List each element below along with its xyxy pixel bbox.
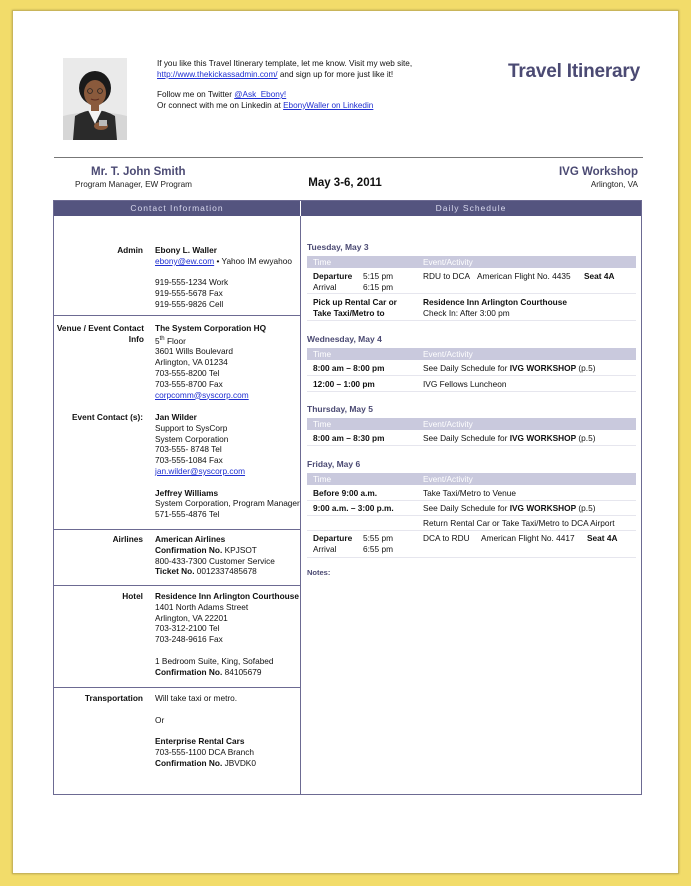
schedule-area (53, 200, 642, 795)
traveler-name: Mr. T. John Smith (91, 166, 186, 178)
day-title-thursday: Thursday, May 5 (307, 404, 373, 414)
intro-line1: If you like this Travel Itinerary template, let me know. Visit my web site, (157, 59, 413, 68)
tue-route: RDU to DCA (423, 271, 471, 281)
contact1-role: Support to SysCorp (155, 422, 228, 433)
fri-dep-time: 5:55 pm (363, 533, 393, 543)
admin-email[interactable]: ebony@ew.com (155, 255, 215, 266)
hotel-conf-label: Confirmation No. (155, 666, 223, 677)
tue-pickup-2: Take Taxi/Metro to (313, 307, 385, 318)
admin-name: Ebony L. Waller (155, 245, 217, 255)
schedule-row (307, 270, 636, 294)
fri-r2-post: (p.5) (576, 503, 596, 513)
fri-arr-label: Arrival (313, 543, 337, 554)
venue-email[interactable]: corpcomm@syscorp.com (155, 389, 249, 400)
airlines-label: Airlines (112, 534, 143, 544)
airline-phone: 800-433-7300 Customer Service (155, 555, 275, 566)
venue-label-line1: Venue / Event Contact (56, 323, 144, 333)
contact1-email[interactable]: jan.wilder@syscorp.com (155, 465, 246, 476)
intro-line2: and sign up for more just like it! (277, 69, 394, 79)
notes-label: Notes: (307, 568, 331, 577)
contact1-name: Jan Wilder (155, 412, 197, 422)
airline-name: American Airlines (155, 534, 226, 544)
hotel-street: 1401 North Adams Street (155, 601, 249, 612)
thu-r1-bold: IVG WORKSHOP (509, 433, 577, 443)
tue-dep-time: 5:15 pm (363, 271, 393, 281)
venue-floor-sup: th (159, 335, 165, 342)
event-name: IVG Workshop (558, 166, 638, 178)
col-time: Time (313, 419, 332, 429)
hotel-label: Hotel (122, 591, 143, 601)
fri-r3-activity: Return Rental Car or Take Taxi/Metro to DCA Airport (423, 518, 615, 528)
schedule-head-friday (307, 473, 636, 485)
col-event: Event/Activity (423, 419, 473, 429)
schedule-head-tuesday (307, 256, 636, 268)
fri-route: DCA to RDU (423, 533, 470, 543)
transport-label: Transportation (84, 693, 143, 703)
tue-arr-time: 6:15 pm (363, 281, 393, 292)
linkedin-prefix: Or connect with me on Linkedin at (157, 100, 284, 110)
admin-label: Admin (117, 245, 143, 255)
wed-r1-pre: See Daily Schedule for (423, 363, 510, 373)
schedule-head-thursday (307, 418, 636, 430)
schedule-row (307, 517, 636, 531)
fri-seat: Seat 4A (587, 533, 618, 543)
document-title: Travel Itinerary (508, 61, 640, 82)
col-event: Event/Activity (423, 474, 473, 484)
author-avatar (63, 58, 127, 140)
rental-conf-label: Confirmation No. (155, 757, 223, 768)
col-event: Event/Activity (423, 349, 473, 359)
day-title-wednesday: Wednesday, May 4 (307, 334, 382, 344)
fri-dep-label: Departure (313, 533, 353, 543)
contact2-tel: 571-555-4876 Tel (155, 509, 220, 520)
fri-r1-activity: Take Taxi/Metro to Venue (423, 488, 517, 498)
fri-flight: American Flight No. 4417 (481, 533, 575, 543)
hotel-city: Arlington, VA 22201 (155, 612, 228, 623)
venue-tel: 703-555-8200 Tel (155, 367, 220, 378)
tue-hotel: Residence Inn Arlington Courthouse (423, 297, 567, 307)
linkedin-link[interactable]: EbonyWaller on Linkedin (283, 100, 374, 110)
airline-ticket-label: Ticket No. (155, 566, 195, 577)
day-title-friday: Friday, May 6 (307, 459, 361, 469)
schedule-row (307, 362, 636, 376)
hotel-conf-value: 84105679 (222, 666, 262, 677)
contact2-role: System Corporation, Program Manager (155, 498, 300, 509)
wed-r1-bold: IVG WORKSHOP (509, 363, 577, 373)
schedule-row (307, 432, 636, 446)
schedule-row (307, 532, 636, 558)
hotel-room: 1 Bedroom Suite, King, Sofabed (155, 655, 274, 666)
thu-r1-time: 8:00 am – 8:30 pm (313, 433, 385, 443)
contact1-fax: 703-555-1084 Fax (155, 455, 223, 466)
airline-conf-value: KPJSOT (222, 544, 257, 555)
wed-r1-time: 8:00 am – 8:00 pm (313, 363, 385, 373)
airline-conf-label: Confirmation No. (155, 544, 223, 555)
venue-street: 3601 Wills Boulevard (155, 346, 233, 357)
trip-dates: May 3-6, 2011 (308, 177, 382, 189)
schedule-row (307, 502, 636, 516)
hotel-name: Residence Inn Arlington Courthouse (155, 591, 299, 601)
airline-ticket-value: 0012337485678 (194, 566, 257, 577)
transport-line1: Will take taxi or metro. (155, 693, 238, 703)
website-link[interactable]: http://www.thekickassadmin.com/ (157, 69, 278, 79)
tue-seat: Seat 4A (584, 271, 615, 281)
tue-arr-label: Arrival (313, 281, 337, 292)
fri-arr-time: 6:55 pm (363, 543, 393, 554)
venue-floor-num: 5 (155, 335, 160, 346)
event-contact-label: Event Contact (s): (72, 412, 143, 422)
rental-conf-value: JBVDK0 (222, 757, 256, 768)
venue-label-line2: Info (128, 333, 144, 344)
rental-phone: 703-555-1100 DCA Branch (155, 746, 255, 757)
col-time: Time (313, 257, 332, 267)
admin-fax: 919-555-5678 Fax (155, 288, 223, 299)
twitter-link[interactable]: @Ask_Ebony! (234, 90, 287, 100)
wed-r2-activity: IVG Fellows Luncheon (423, 379, 507, 389)
transport-or: Or (155, 714, 165, 725)
tue-dep-label: Departure (313, 271, 353, 281)
fri-r1-time: Before 9:00 a.m. (313, 488, 378, 498)
venue-fax: 703-555-8700 Fax (155, 378, 223, 389)
venue-city: Arlington, VA 01234 (155, 357, 228, 368)
hotel-tel: 703-312-2100 Tel (155, 623, 220, 634)
itinerary-page (12, 10, 679, 874)
fri-r2-bold: IVG WORKSHOP (509, 503, 577, 513)
hotel-fax: 703-248-9616 Fax (155, 634, 223, 645)
contact1-org: System Corporation (155, 433, 229, 444)
schedule-row (307, 487, 636, 501)
fri-r2-pre: See Daily Schedule for (423, 503, 510, 513)
header-divider (54, 157, 643, 158)
tue-flight: American Flight No. 4435 (477, 271, 571, 281)
contact-header: Contact Information (54, 201, 300, 216)
venue-floor-word: Floor (164, 335, 186, 346)
schedule-header: Daily Schedule (301, 201, 641, 216)
schedule-row (307, 378, 636, 392)
admin-cell: 919-555-9826 Cell (155, 298, 224, 309)
rental-name: Enterprise Rental Cars (155, 736, 245, 747)
contact1-tel: 703-555- 8748 Tel (155, 444, 222, 455)
col-event: Event/Activity (423, 257, 473, 267)
col-time: Time (313, 349, 332, 359)
schedule-head-wednesday (307, 348, 636, 360)
day-title-tuesday: Tuesday, May 3 (307, 242, 369, 252)
tue-pickup-1: Pick up Rental Car or (313, 297, 397, 307)
wed-r2-time: 12:00 – 1:00 pm (313, 379, 375, 389)
event-location: Arlington, VA (590, 180, 638, 189)
fri-r2-time: 9:00 a.m. – 3:00 p.m. (313, 503, 394, 513)
intro-text (157, 59, 477, 111)
thu-r1-post: (p.5) (576, 433, 596, 443)
admin-im: • Yahoo IM ewyahoo (214, 255, 292, 266)
col-time: Time (313, 474, 332, 484)
thu-r1-pre: See Daily Schedule for (423, 433, 510, 443)
admin-work: 919-555-1234 Work (155, 277, 229, 288)
tue-checkin: Check In: After 3:00 pm (423, 307, 510, 318)
wed-r1-post: (p.5) (576, 363, 596, 373)
contact2-name: Jeffrey Williams (155, 487, 219, 498)
traveler-role: Program Manager, EW Program (75, 180, 192, 189)
venue-name: The System Corporation HQ (155, 323, 267, 333)
schedule-row (307, 296, 636, 321)
twitter-prefix: Follow me on Twitter (157, 90, 235, 100)
